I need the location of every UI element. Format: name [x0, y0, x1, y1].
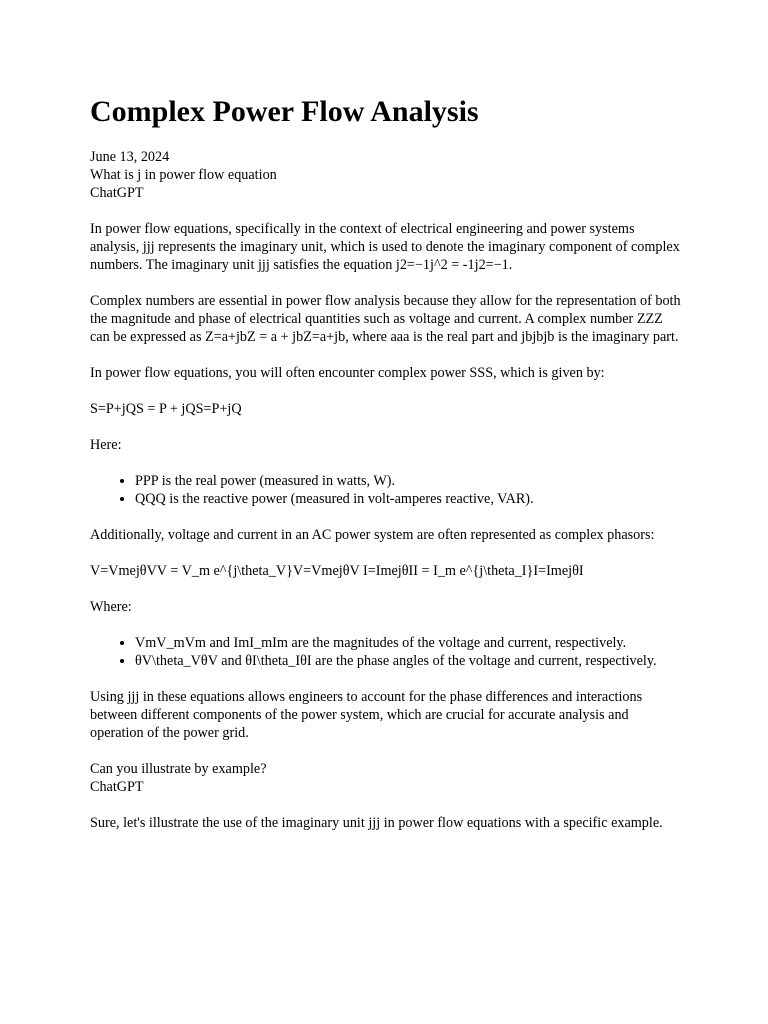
document-date: June 13, 2024	[90, 149, 170, 165]
response-author: ChatGPT	[90, 185, 144, 201]
list-item: • VmV_mVm and ImI_mIm are the magnitudes of the voltage and current, respectively.	[135, 634, 682, 652]
list-item: • QQQ is the reactive power (measured in volt-amperes reactive, VAR).	[135, 490, 682, 508]
paragraph-example-intro: Sure, let's illustrate the use of the imaginary unit jjj in power flow equations with a specific example.	[90, 815, 663, 831]
document-body	[90, 148, 682, 850]
paragraph-phasors: Additionally, voltage and current in an AC power system are often represented as complex phasors:	[90, 527, 655, 543]
phasor-definitions-list	[90, 634, 682, 670]
list-item: • PPP is the real power (measured in watts, W).	[135, 472, 682, 490]
power-definitions-list	[90, 472, 682, 508]
label-here: Here:	[90, 437, 122, 453]
list-item: • θV\theta_VθV and θI\theta_IθI are the phase angles of the voltage and current, respectively.	[135, 652, 682, 670]
equation-phasors: V=VmejθVV = V_m e^{j\theta_V}V=VmejθV I=ImejθII = I_m e^{j\theta_I}I=ImejθI	[90, 563, 584, 579]
label-where: Where:	[90, 599, 132, 615]
page-title: Complex Power Flow Analysis	[90, 95, 479, 128]
user-question: Can you illustrate by example?	[90, 761, 267, 777]
conversation-meta	[90, 148, 682, 202]
equation-complex-power: S=P+jQS = P + jQS=P+jQ	[90, 401, 242, 417]
response-author: ChatGPT	[90, 779, 144, 795]
paragraph-conclusion: Using jjj in these equations allows engineers to account for the phase differences and interactions between different components of the power system, which are crucial for accurate analysis and operation of the power grid.	[90, 689, 643, 741]
paragraph-complex-power: In power flow equations, you will often encounter complex power SSS, which is given by:	[90, 365, 605, 381]
paragraph-imaginary-unit: In power flow equations, specifically in the context of electrical engineering and power systems analysis, jjj represents the imaginary unit, which is used to denote the imaginary component of complex numbers. The imaginary unit jjj satisfies the equation j2=−1j^2 = -1j2=−1.	[90, 221, 680, 273]
conversation-meta-2	[90, 760, 682, 796]
paragraph-complex-numbers: Complex numbers are essential in power flow analysis because they allow for the representation of both the magnitude and phase of electrical quantities such as voltage and current. A complex number ZZZ can be expressed as Z=a+jbZ = a + jbZ=a+jb, where aaa is the real part and jbjbjb is the imaginary part.	[90, 293, 681, 345]
user-question: What is j in power flow equation	[90, 167, 277, 183]
